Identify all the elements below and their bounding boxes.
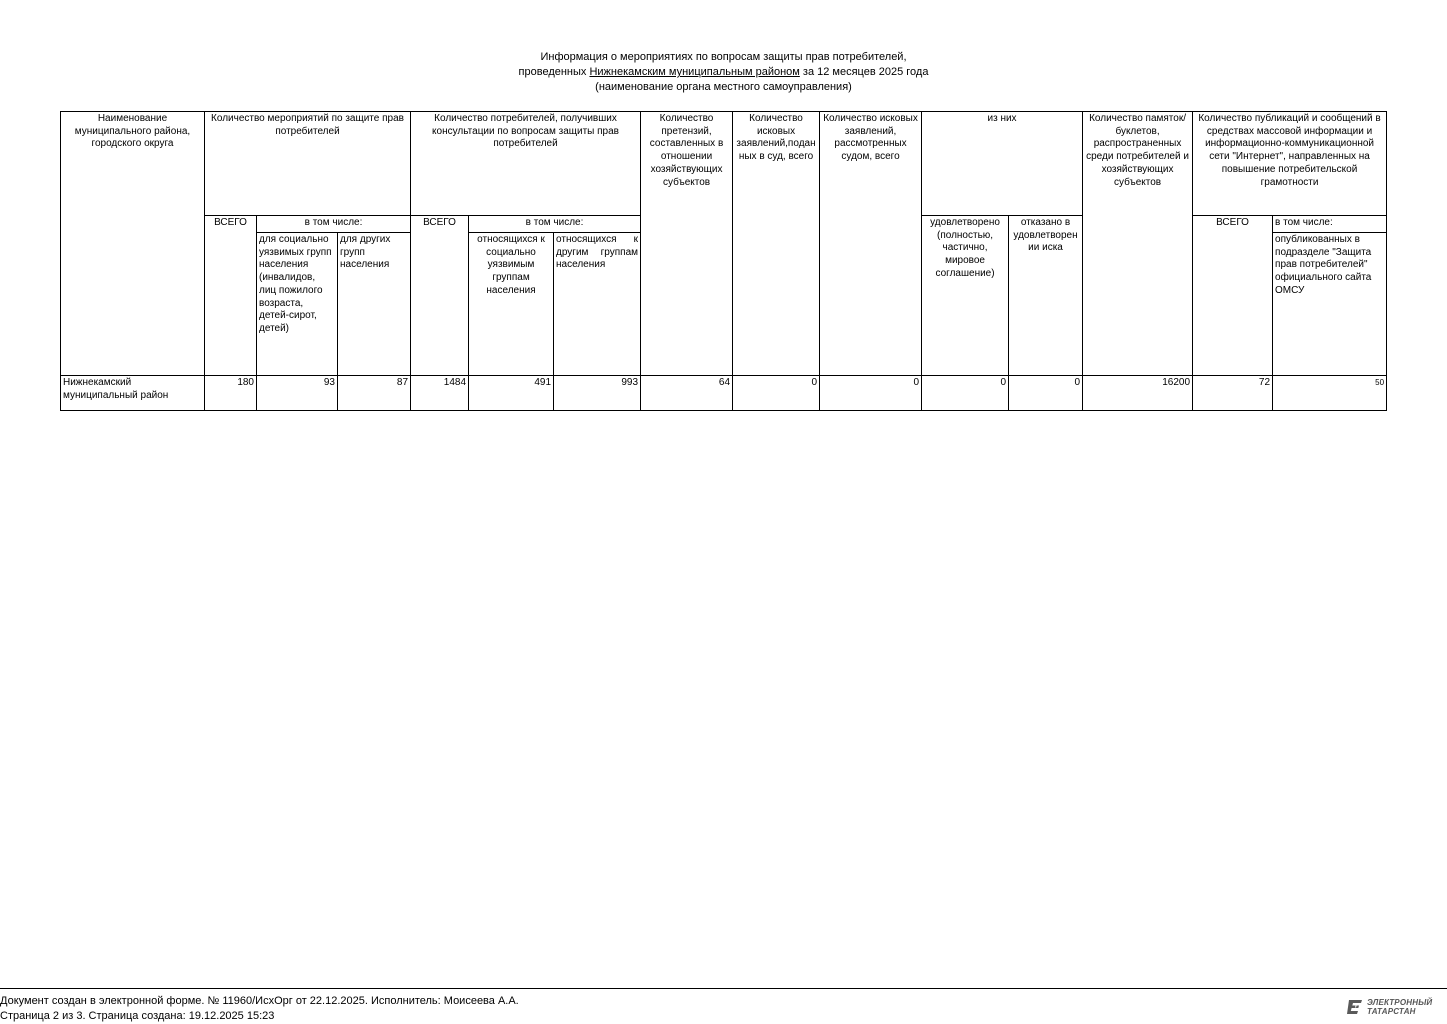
header-consultations-including: в том числе: xyxy=(469,216,641,233)
header-events-other: для других групп населения xyxy=(338,233,411,376)
header-consultations-other: относящихся к другим группам населения xyxy=(554,233,641,376)
header-publications-including: в том числе: xyxy=(1273,216,1387,233)
cell-refused: 0 xyxy=(1009,376,1083,411)
header-published-omsu: опубликованных в подразделе "Защита прав потребителей" официального сайта ОМСУ xyxy=(1273,233,1387,376)
cell-events-vulnerable: 93 xyxy=(257,376,338,411)
table-row xyxy=(61,376,1387,411)
header-consultations-vulnerable: относящихся к социально уязвимым группам населения xyxy=(469,233,554,376)
header-leaflets: Количество памяток/буклетов, распространенных среди потребителей и хозяйствующих субъектов xyxy=(1083,112,1193,376)
header-consultations-total: ВСЕГО xyxy=(411,216,469,376)
cell-satisfied: 0 xyxy=(922,376,1009,411)
header-lawsuits-reviewed: Количество исковых заявлений, рассмотренных судом, всего xyxy=(820,112,922,376)
row-municipality-name: Нижнекамский муниципальный район xyxy=(61,376,205,411)
cell-lawsuits-filed: 0 xyxy=(733,376,820,411)
footer-document-info: Документ создан в электронной форме. № 11960/ИсхОрг от 22.12.2025. Исполнитель: Моисеева А.А. xyxy=(0,995,519,1007)
header-events: Количество мероприятий по защите прав потребителей xyxy=(205,112,411,216)
footer-divider xyxy=(0,988,1447,989)
cell-consultations-other: 993 xyxy=(554,376,641,411)
header-events-total: ВСЕГО xyxy=(205,216,257,376)
title-line-2-prefix: проведенных xyxy=(518,66,590,78)
header-consultations: Количество потребителей, получивших консультации по вопросам защиты прав потребителей xyxy=(411,112,641,216)
electronic-tatarstan-logo-icon xyxy=(1346,998,1364,1016)
header-lawsuits-filed: Количество исковых заявлений,поданных в суд, всего xyxy=(733,112,820,376)
title-municipality-name: Нижнекамским муниципальным районом xyxy=(589,66,800,78)
cell-leaflets: 16200 xyxy=(1083,376,1193,411)
title-line-2-suffix: за 12 месяцев 2025 года xyxy=(799,66,929,78)
footer-page-info: Страница 2 из 3. Страница создана: 19.12.2025 15:23 xyxy=(0,1010,275,1022)
header-events-including: в том числе: xyxy=(257,216,411,233)
header-publications-total: ВСЕГО xyxy=(1193,216,1273,376)
cell-consultations-vulnerable: 491 xyxy=(469,376,554,411)
consumer-protection-report-table xyxy=(60,111,1387,411)
document-footer xyxy=(0,994,519,1024)
logo-text-line-1: ЭЛЕКТРОННЫЙ xyxy=(1367,998,1433,1007)
title-line-1: Информация о мероприятиях по вопросам защиты прав потребителей, xyxy=(540,51,907,63)
logo-text xyxy=(1367,998,1432,1016)
cell-events-total: 180 xyxy=(205,376,257,411)
logo-text-line-2: ТАТАРСТАН xyxy=(1367,1007,1416,1016)
header-publications: Количество публикаций и сообщений в средствах массовой информации и информационно-коммуникационной сети "Интернет", направленных на повышение потребительской грамотности xyxy=(1193,112,1387,216)
title-line-2 xyxy=(0,65,1447,80)
cell-lawsuits-reviewed: 0 xyxy=(820,376,922,411)
cell-publications-total: 72 xyxy=(1193,376,1273,411)
header-satisfied: удовлетворено (полностью, частично, мировое соглашение) xyxy=(922,216,1009,376)
header-claims: Количество претензий, составленных в отношении хозяйствующих субъектов xyxy=(641,112,733,376)
document-title xyxy=(0,50,1447,95)
header-refused: отказано в удовлетворении иска xyxy=(1009,216,1083,376)
cell-published-omsu: 50 xyxy=(1273,376,1387,411)
header-events-vulnerable: для социально уязвимых групп населения (инвалидов, лиц пожилого возраста, детей-сирот, детей) xyxy=(257,233,338,376)
cell-events-other: 87 xyxy=(338,376,411,411)
title-line-3: (наименование органа местного самоуправления) xyxy=(595,81,852,93)
cell-claims: 64 xyxy=(641,376,733,411)
electronic-tatarstan-logo xyxy=(1346,996,1438,1018)
header-of-them: из них xyxy=(922,112,1083,216)
cell-consultations-total: 1484 xyxy=(411,376,469,411)
header-name: Наименование муниципального района, городского округа xyxy=(61,112,205,376)
